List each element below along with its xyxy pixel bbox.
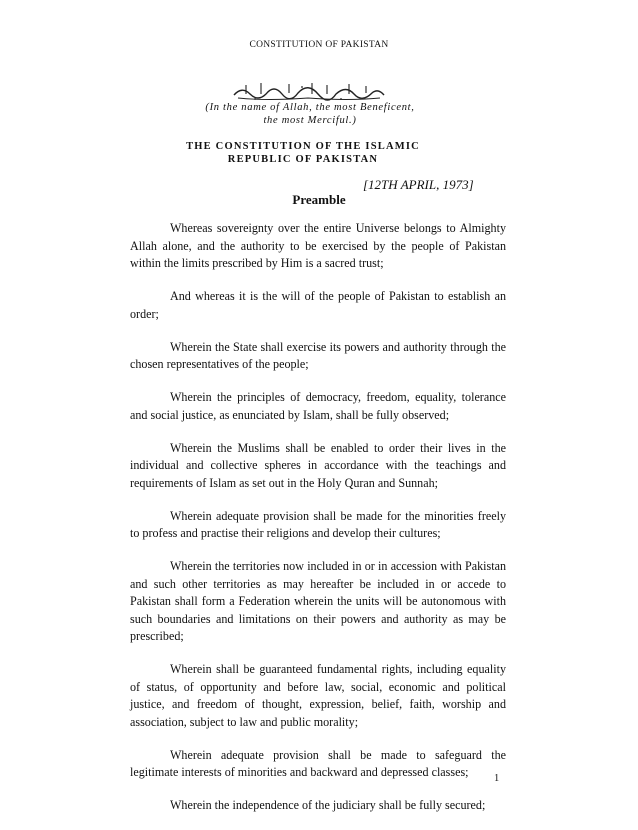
title-line-2: REPUBLIC OF PAKISTAN (227, 154, 379, 165)
title-line-1: THE CONSTITUTION OF THE ISLAMIC (186, 141, 420, 152)
document-title (168, 140, 438, 166)
invocation-line-2: the most Merciful.) (263, 115, 357, 126)
page-number: 1 (494, 773, 500, 784)
paragraph: Wherein adequate provision shall be made to safeguard the legitimate interests of minorities and backward and depressed classes; (130, 747, 506, 779)
paragraph: Wherein the principles of democracy, freedom, equality, tolerance and social justice, as enunciated by Islam, shall be fully observed; (130, 390, 506, 422)
paragraph: And whereas it is the will of the people of Pakistan to establish an order; (130, 289, 506, 321)
invocation-translation (190, 101, 430, 127)
paragraph: Wherein the State shall exercise its powers and authority through the chosen representatives of the people; (130, 339, 506, 371)
invocation-line-1: (In the name of Allah, the most Beneficent, (205, 102, 415, 113)
paragraph: Wherein shall be guaranteed fundamental rights, including equality of status, of opportunity and before law, social, economic and political justice, and freedom of thought, expression, belief, faith, worship and association, subject to law and public morality; (130, 662, 506, 729)
paragraph: Whereas sovereignty over the entire Universe belongs to Almighty Allah alone, and the authority to be exercised by the people of Pakistan within the limits prescribed by Him is a sacred trust; (130, 221, 506, 270)
paragraph: Wherein the territories now included in or in accession with Pakistan and such other territories as may hereafter be included in or accede to Pakistan shall form a Federation wherein the units will be autonomous with such boundaries and limitations on their powers and authority as may be prescribed; (130, 559, 506, 643)
paragraph: Wherein the Muslims shall be enabled to order their lives in the individual and collective spheres in accordance with the teachings and requirements of Islam as set out in the Holy Quran and Sunnah; (130, 440, 506, 490)
preamble-body (130, 220, 506, 830)
paragraph: Wherein adequate provision shall be made for the minorities freely to profess and practise their religions and develop their cultures; (130, 508, 506, 540)
running-header: CONSTITUTION OF PAKISTAN (249, 40, 389, 50)
enactment-date: [12TH APRIL, 1973] (363, 177, 474, 192)
bismillah-calligraphy (228, 80, 388, 102)
paragraph: Wherein the independence of the judiciary shall be fully secured; (170, 798, 486, 812)
preamble-heading: Preamble (292, 192, 346, 207)
